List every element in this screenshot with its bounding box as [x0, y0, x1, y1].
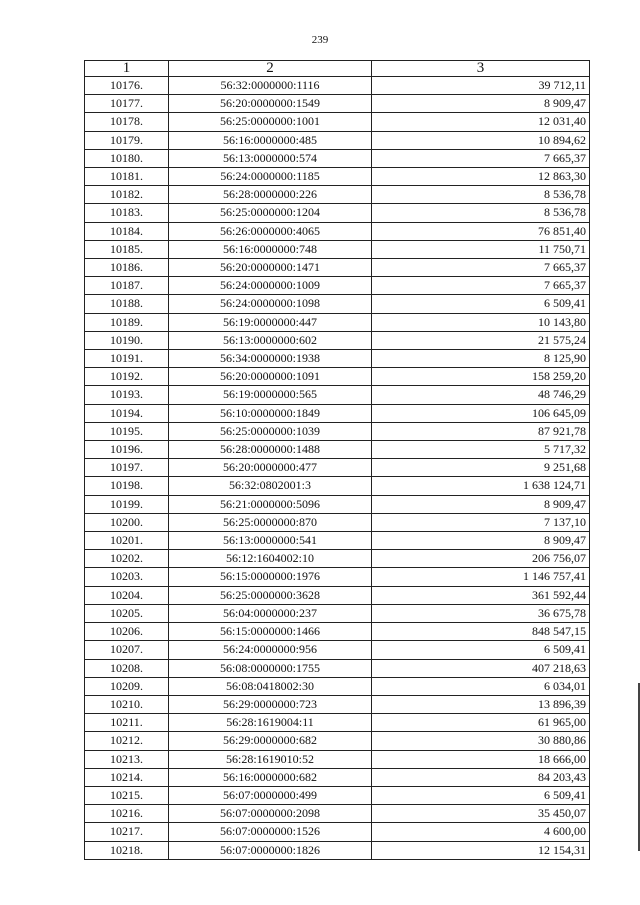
cadastral-number-cell: 56:13:0000000:602 [169, 331, 372, 349]
cadastral-value-cell: 1 146 757,41 [372, 568, 590, 586]
table-row [85, 732, 590, 750]
cadastral-value-cell: 7 665,37 [372, 259, 590, 277]
table-row [85, 604, 590, 622]
cadastral-value-cell: 10 894,62 [372, 131, 590, 149]
cadastral-number-cell: 56:16:0000000:682 [169, 768, 372, 786]
row-number-cell: 10176. [85, 77, 169, 95]
table-row [85, 513, 590, 531]
table-row [85, 204, 590, 222]
row-number-cell: 10216. [85, 805, 169, 823]
row-number-cell: 10184. [85, 222, 169, 240]
table-row [85, 113, 590, 131]
row-number-cell: 10196. [85, 441, 169, 459]
cadastral-value-cell: 8 909,47 [372, 532, 590, 550]
row-number-cell: 10208. [85, 659, 169, 677]
table-row [85, 131, 590, 149]
cadastral-value-cell: 12 863,30 [372, 168, 590, 186]
row-number-cell: 10188. [85, 295, 169, 313]
cadastral-number-cell: 56:29:0000000:682 [169, 732, 372, 750]
table-row [85, 641, 590, 659]
table-row [85, 350, 590, 368]
cadastral-number-cell: 56:13:0000000:574 [169, 149, 372, 167]
cadastral-number-cell: 56:16:0000000:485 [169, 131, 372, 149]
cadastral-number-cell: 56:20:0000000:477 [169, 459, 372, 477]
table-row [85, 841, 590, 859]
table-row [85, 586, 590, 604]
cadastral-number-cell: 56:08:0000000:1755 [169, 659, 372, 677]
cadastral-value-cell: 6 509,41 [372, 641, 590, 659]
row-number-cell: 10211. [85, 714, 169, 732]
cadastral-number-cell: 56:25:0000000:3628 [169, 586, 372, 604]
cadastral-value-cell: 76 851,40 [372, 222, 590, 240]
table-row [85, 168, 590, 186]
column-header-2: 2 [169, 61, 372, 77]
cadastral-number-cell: 56:08:0418002:30 [169, 677, 372, 695]
table-row [85, 186, 590, 204]
table-row [85, 313, 590, 331]
table-row [85, 240, 590, 258]
cadastral-value-cell: 4 600,00 [372, 823, 590, 841]
cadastral-number-cell: 56:24:0000000:956 [169, 641, 372, 659]
cadastral-number-cell: 56:19:0000000:447 [169, 313, 372, 331]
table-row [85, 805, 590, 823]
row-number-cell: 10197. [85, 459, 169, 477]
cadastral-number-cell: 56:29:0000000:723 [169, 695, 372, 713]
cadastral-value-cell: 36 675,78 [372, 604, 590, 622]
row-number-cell: 10193. [85, 386, 169, 404]
cadastral-value-cell: 13 896,39 [372, 695, 590, 713]
table-row [85, 695, 590, 713]
cadastral-number-cell: 56:25:0000000:1001 [169, 113, 372, 131]
table-row [85, 495, 590, 513]
cadastral-number-cell: 56:28:0000000:1488 [169, 441, 372, 459]
row-number-cell: 10205. [85, 604, 169, 622]
row-number-cell: 10218. [85, 841, 169, 859]
cadastral-number-cell: 56:25:0000000:1039 [169, 422, 372, 440]
cadastral-number-cell: 56:24:0000000:1185 [169, 168, 372, 186]
table-row [85, 459, 590, 477]
cadastral-number-cell: 56:25:0000000:870 [169, 513, 372, 531]
cadastral-number-cell: 56:19:0000000:565 [169, 386, 372, 404]
table-body [85, 77, 590, 860]
cadastral-number-cell: 56:07:0000000:2098 [169, 805, 372, 823]
column-header-3: 3 [372, 61, 590, 77]
row-number-cell: 10207. [85, 641, 169, 659]
row-number-cell: 10177. [85, 95, 169, 113]
row-number-cell: 10203. [85, 568, 169, 586]
cadastral-value-cell: 106 645,09 [372, 404, 590, 422]
cadastral-number-cell: 56:20:0000000:1471 [169, 259, 372, 277]
cadastral-number-cell: 56:16:0000000:748 [169, 240, 372, 258]
cadastral-value-cell: 8 536,78 [372, 186, 590, 204]
table-row [85, 95, 590, 113]
table-row [85, 404, 590, 422]
cadastral-value-cell: 39 712,11 [372, 77, 590, 95]
table-row [85, 477, 590, 495]
cadastral-value-cell: 848 547,15 [372, 623, 590, 641]
row-number-cell: 10214. [85, 768, 169, 786]
table-row [85, 768, 590, 786]
row-number-cell: 10178. [85, 113, 169, 131]
page-number: 239 [311, 34, 329, 46]
cadastral-value-cell: 11 750,71 [372, 240, 590, 258]
cadastral-value-cell: 61 965,00 [372, 714, 590, 732]
row-number-cell: 10192. [85, 368, 169, 386]
cadastral-value-cell: 6 034,01 [372, 677, 590, 695]
cadastral-number-cell: 56:20:0000000:1549 [169, 95, 372, 113]
cadastral-number-cell: 56:15:0000000:1976 [169, 568, 372, 586]
row-number-cell: 10210. [85, 695, 169, 713]
cadastral-number-cell: 56:07:0000000:1826 [169, 841, 372, 859]
cadastral-value-cell: 87 921,78 [372, 422, 590, 440]
cadastral-value-cell: 8 125,90 [372, 350, 590, 368]
cadastral-value-cell: 21 575,24 [372, 331, 590, 349]
cadastral-value-cell: 206 756,07 [372, 550, 590, 568]
cadastral-number-cell: 56:25:0000000:1204 [169, 204, 372, 222]
table-row [85, 714, 590, 732]
table-row [85, 623, 590, 641]
cadastral-value-cell: 6 509,41 [372, 295, 590, 313]
cadastral-value-cell: 30 880,86 [372, 732, 590, 750]
table-row [85, 550, 590, 568]
cadastral-value-cell: 5 717,32 [372, 441, 590, 459]
cadastral-value-cell: 1 638 124,71 [372, 477, 590, 495]
cadastral-value-cell: 7 137,10 [372, 513, 590, 531]
cadastral-value-cell: 18 666,00 [372, 750, 590, 768]
table-row [85, 422, 590, 440]
row-number-cell: 10181. [85, 168, 169, 186]
cadastral-value-cell: 361 592,44 [372, 586, 590, 604]
row-number-cell: 10204. [85, 586, 169, 604]
row-number-cell: 10198. [85, 477, 169, 495]
cadastral-value-cell: 7 665,37 [372, 277, 590, 295]
cadastral-value-cell: 35 450,07 [372, 805, 590, 823]
row-number-cell: 10180. [85, 149, 169, 167]
table-row [85, 750, 590, 768]
cadastral-number-cell: 56:24:0000000:1098 [169, 295, 372, 313]
table-row [85, 532, 590, 550]
cadastral-number-cell: 56:15:0000000:1466 [169, 623, 372, 641]
table-row [85, 786, 590, 804]
row-number-cell: 10212. [85, 732, 169, 750]
cadastral-value-cell: 6 509,41 [372, 786, 590, 804]
cadastral-value-cell: 158 259,20 [372, 368, 590, 386]
row-number-cell: 10182. [85, 186, 169, 204]
row-number-cell: 10206. [85, 623, 169, 641]
row-number-cell: 10190. [85, 331, 169, 349]
cadastral-value-table [84, 60, 590, 860]
cadastral-number-cell: 56:28:1619010:52 [169, 750, 372, 768]
row-number-cell: 10179. [85, 131, 169, 149]
cadastral-number-cell: 56:32:0802001:3 [169, 477, 372, 495]
cadastral-number-cell: 56:32:0000000:1116 [169, 77, 372, 95]
table-row [85, 441, 590, 459]
table-row [85, 823, 590, 841]
cadastral-number-cell: 56:07:0000000:1526 [169, 823, 372, 841]
table-row [85, 677, 590, 695]
row-number-cell: 10217. [85, 823, 169, 841]
cadastral-value-cell: 7 665,37 [372, 149, 590, 167]
row-number-cell: 10215. [85, 786, 169, 804]
cadastral-number-cell: 56:34:0000000:1938 [169, 350, 372, 368]
cadastral-value-cell: 10 143,80 [372, 313, 590, 331]
header-row [85, 61, 590, 77]
cadastral-number-cell: 56:12:1604002:10 [169, 550, 372, 568]
cadastral-value-cell: 8 909,47 [372, 495, 590, 513]
table-row [85, 295, 590, 313]
cadastral-value-cell: 9 251,68 [372, 459, 590, 477]
column-header-1: 1 [85, 61, 169, 77]
table-row [85, 386, 590, 404]
row-number-cell: 10200. [85, 513, 169, 531]
cadastral-value-cell: 407 218,63 [372, 659, 590, 677]
table-row [85, 331, 590, 349]
cadastral-value-cell: 48 746,29 [372, 386, 590, 404]
cadastral-number-cell: 56:10:0000000:1849 [169, 404, 372, 422]
row-number-cell: 10209. [85, 677, 169, 695]
cadastral-value-cell: 12 154,31 [372, 841, 590, 859]
row-number-cell: 10195. [85, 422, 169, 440]
table-row [85, 368, 590, 386]
table-header [85, 61, 590, 77]
row-number-cell: 10191. [85, 350, 169, 368]
cadastral-number-cell: 56:20:0000000:1091 [169, 368, 372, 386]
table-row [85, 222, 590, 240]
row-number-cell: 10186. [85, 259, 169, 277]
row-number-cell: 10199. [85, 495, 169, 513]
row-number-cell: 10202. [85, 550, 169, 568]
cadastral-number-cell: 56:21:0000000:5096 [169, 495, 372, 513]
cadastral-number-cell: 56:24:0000000:1009 [169, 277, 372, 295]
cadastral-number-cell: 56:07:0000000:499 [169, 786, 372, 804]
table-row [85, 259, 590, 277]
row-number-cell: 10201. [85, 532, 169, 550]
table-row [85, 277, 590, 295]
table-row [85, 568, 590, 586]
row-number-cell: 10189. [85, 313, 169, 331]
cadastral-number-cell: 56:26:0000000:4065 [169, 222, 372, 240]
row-number-cell: 10185. [85, 240, 169, 258]
row-number-cell: 10187. [85, 277, 169, 295]
table-row [85, 149, 590, 167]
cadastral-number-cell: 56:13:0000000:541 [169, 532, 372, 550]
row-number-cell: 10183. [85, 204, 169, 222]
table-row [85, 659, 590, 677]
row-number-cell: 10194. [85, 404, 169, 422]
cadastral-value-cell: 8 909,47 [372, 95, 590, 113]
cadastral-value-cell: 8 536,78 [372, 204, 590, 222]
cadastral-value-cell: 84 203,43 [372, 768, 590, 786]
cadastral-number-cell: 56:28:0000000:226 [169, 186, 372, 204]
cadastral-value-cell: 12 031,40 [372, 113, 590, 131]
table-row [85, 77, 590, 95]
cadastral-number-cell: 56:28:1619004:11 [169, 714, 372, 732]
cadastral-number-cell: 56:04:0000000:237 [169, 604, 372, 622]
row-number-cell: 10213. [85, 750, 169, 768]
